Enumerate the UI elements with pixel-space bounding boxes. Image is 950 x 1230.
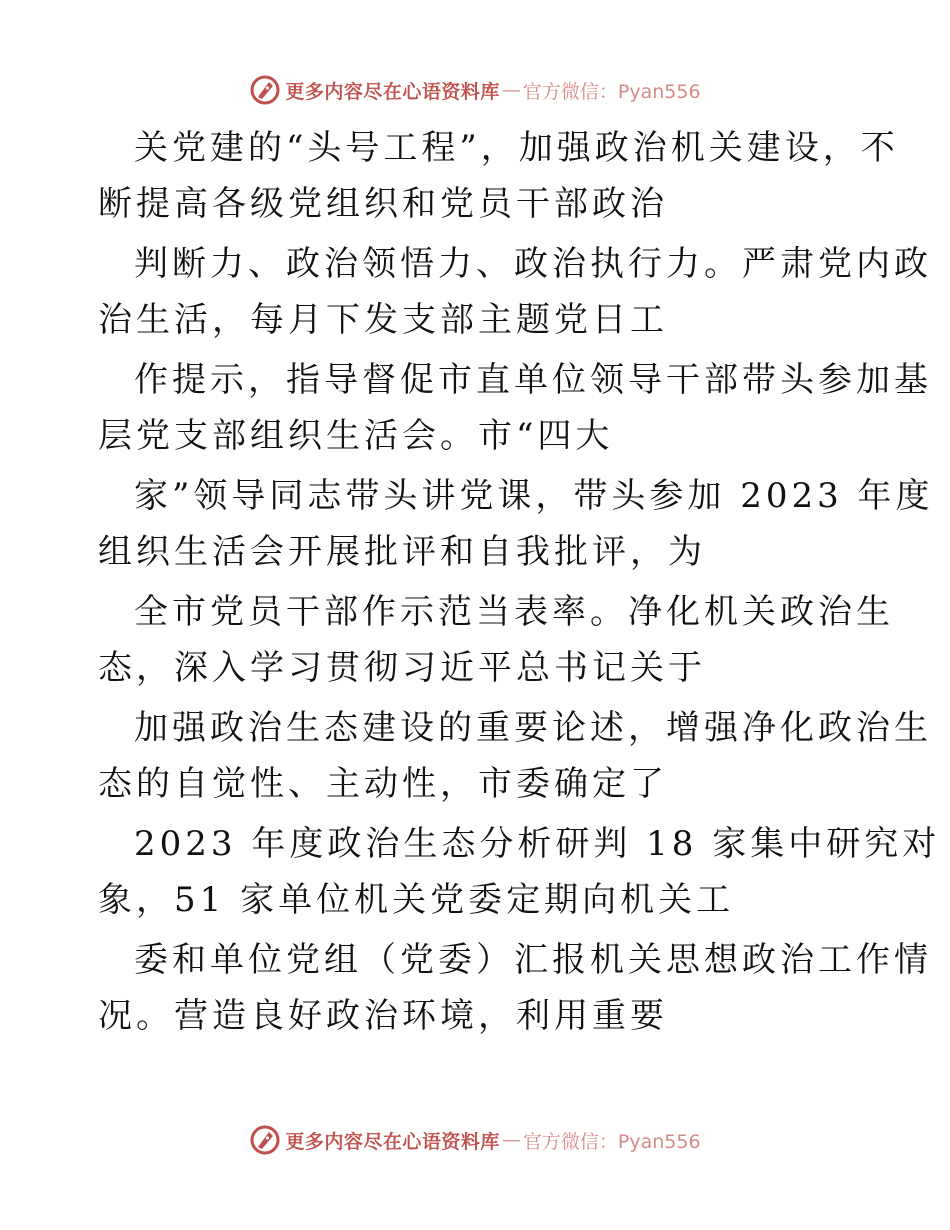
footer-site-text: 更多内容尽在心语资料库 [285,1130,500,1153]
body-line: 关党建的“头号工程”，加强政治机关建设，不 [134,128,899,168]
header-wechat-text: 官方微信：Pyan556 [522,80,701,103]
body-line: 治生活，每月下发支部主题党日工 [98,300,668,340]
body-line: 况。营造良好政治环境，利用重要 [98,996,668,1036]
header-separator: — [501,79,521,101]
body-line: 层党支部组织生活会。市“四大 [98,416,614,456]
body-line: 2023 年度政治生态分析研判 18 家集中研究对 [134,824,941,864]
footer-wechat-text: 官方微信：Pyan556 [522,1130,701,1153]
body-line: 判断力、政治领悟力、政治执行力。严肃党内政 [134,244,932,284]
body-line: 家”领导同志带头讲党课，带头参加 2023 年度 [134,476,934,516]
body-line: 全市党员干部作示范当表率。净化机关政治生 [134,592,894,632]
pen-nib-logo-icon [249,1124,281,1156]
body-line: 态的自觉性、主动性，市委确定了 [98,764,668,804]
body-line: 加强政治生态建设的重要论述，增强净化政治生 [134,708,932,748]
body-line: 象，51 家单位机关党委定期向机关工 [98,880,735,920]
footer-separator: — [501,1129,521,1151]
pen-nib-logo-icon [249,74,281,106]
footer-banner [0,1120,950,1160]
header-site-text: 更多内容尽在心语资料库 [285,80,500,103]
header-banner [0,70,950,110]
body-line: 作提示，指导督促市直单位领导干部带头参加基 [134,360,932,400]
body-line: 委和单位党组（党委）汇报机关思想政治工作情 [134,940,932,980]
body-line: 态，深入学习贯彻习近平总书记关于 [98,648,706,688]
body-line: 断提高各级党组织和党员干部政治 [98,184,668,224]
body-line: 组织生活会开展批评和自我批评，为 [98,532,706,572]
